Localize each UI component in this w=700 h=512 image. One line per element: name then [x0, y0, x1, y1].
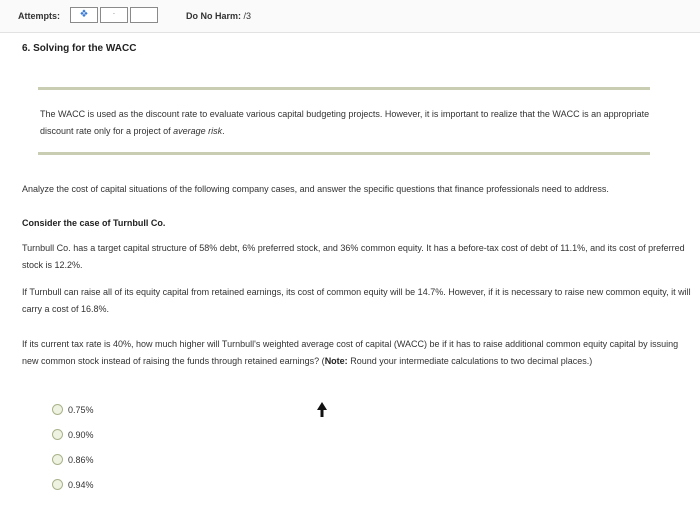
question-body: If its current tax rate is 40%, how much higher will Turnbull's weighted average cost of capital (WACC) be if it has to raise additional common equity capital by issuing new common stock instead of raising the funds through retained earnings? ( — [22, 339, 679, 366]
note-label: Note: — [324, 356, 348, 366]
case-paragraph-2: If Turnbull can raise all of its equity capital from retained earnings, its cost of common equity will be 14.7%. However, if it is necessary to raise new common equity, it will carry a cost of 16.8%. — [22, 287, 691, 314]
answer-option-2[interactable] — [52, 429, 94, 440]
do-no-harm-value: /3 — [243, 11, 252, 21]
attempt-tick-icon: · — [112, 9, 116, 18]
do-no-harm-score — [186, 11, 251, 21]
answer-option-label: 0.75% — [68, 404, 94, 415]
section-title: 6. Solving for the WACC — [22, 43, 137, 54]
answer-option-3[interactable] — [52, 454, 94, 465]
attempts-label: Attempts: — [18, 11, 60, 21]
attempt-box-1 — [70, 7, 98, 23]
answer-option-label: 0.86% — [68, 454, 94, 465]
case-paragraph-1: Turnbull Co. has a target capital structure of 58% debt, 6% preferred stock, and 36% common equity. It has a before-tax cost of debt of 11.1%, and its cost of preferred stock is 12.2%. — [22, 243, 685, 270]
top-bar — [0, 0, 700, 33]
radio-button[interactable] — [52, 454, 63, 465]
attempt-icon: ❖ — [79, 9, 89, 20]
intro-text — [40, 106, 650, 140]
radio-button[interactable] — [52, 404, 63, 415]
answer-option-1[interactable] — [52, 404, 94, 415]
case-title — [22, 215, 692, 232]
intro-text-end: . — [222, 126, 225, 136]
case-title-text: Consider the case of Turnbull Co. — [22, 218, 166, 228]
attempt-box-2 — [100, 7, 128, 23]
radio-button[interactable] — [52, 429, 63, 440]
do-no-harm-label: Do No Harm: — [186, 11, 242, 21]
analyze-instructions: Analyze the cost of capital situations of the following company cases, and answer the specific questions that finance professionals need to address. — [22, 184, 609, 194]
intro-text-emphasis: average risk — [173, 126, 223, 136]
answer-option-label: 0.94% — [68, 479, 94, 490]
divider-top — [38, 87, 650, 90]
answer-option-4[interactable] — [52, 479, 94, 490]
note-text: Round your intermediate calculations to two decimal places.) — [347, 356, 593, 366]
attempt-box-3 — [130, 7, 158, 23]
question-text — [22, 336, 692, 370]
attempt-indicator — [70, 7, 160, 23]
divider-bottom — [38, 152, 650, 155]
mouse-cursor-icon — [316, 402, 328, 418]
answer-option-label: 0.90% — [68, 429, 94, 440]
radio-button[interactable] — [52, 479, 63, 490]
intro-text-main: The WACC is used as the discount rate to evaluate various capital budgeting projects. However, it is important to realize that the WACC is an appropriate discount rate only for a project of — [40, 109, 650, 136]
